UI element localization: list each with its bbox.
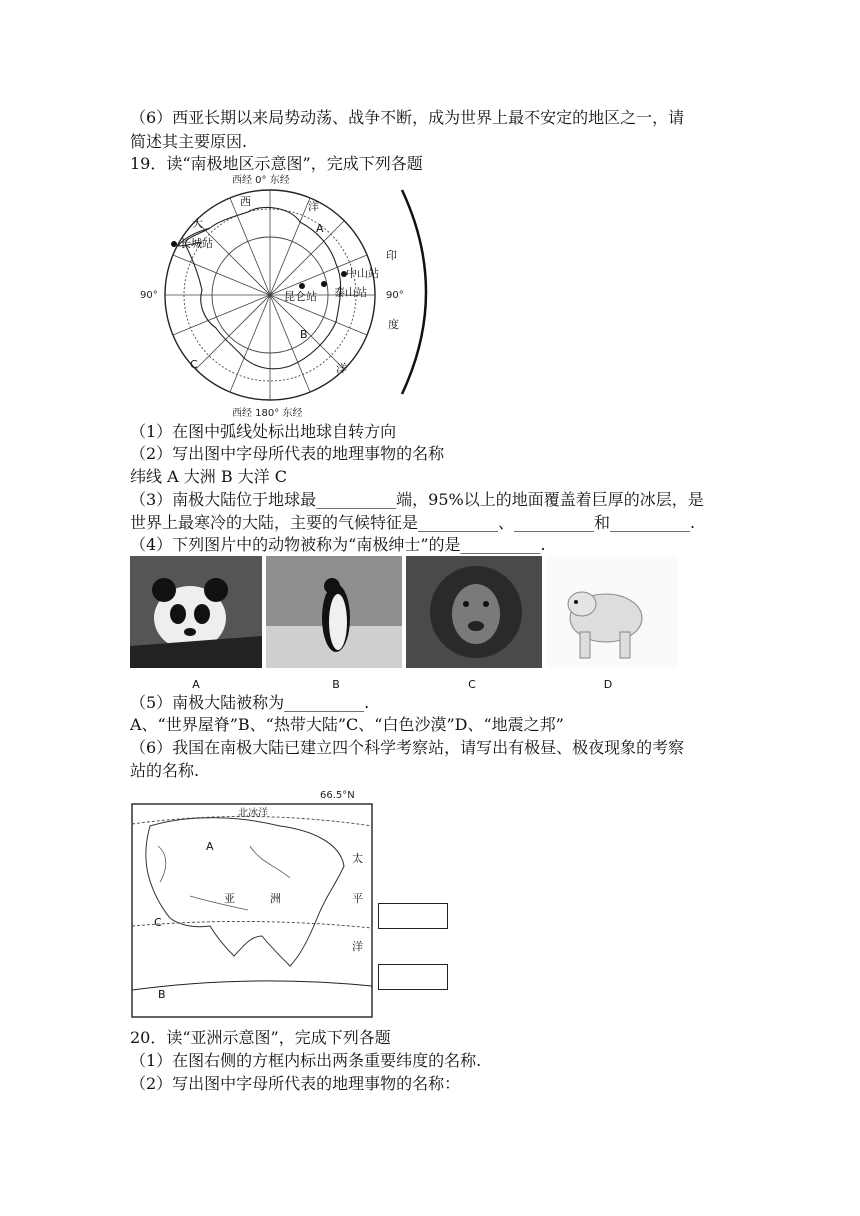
asia-label-tai: 太: [352, 852, 363, 865]
asia-lat-label: 66.5°N: [320, 790, 355, 801]
q20-sub1: （1）在图右侧的方框内标出两条重要纬度的名称.: [130, 1051, 482, 1070]
asia-letter-C: C: [154, 916, 162, 929]
q19-sub1: （1）在图中弧线处标出地球自转方向: [130, 422, 397, 441]
asia-label-ping: 平: [352, 892, 363, 905]
q19-sub5-options: A、“世界屋脊”B、“热带大陆”C、“白色沙漠”D、“地震之邦”: [130, 715, 564, 734]
photo-label-b: B: [332, 678, 340, 691]
q19-sub3-line1: （3）南极大陆位于地球最__________端，95%以上的地面覆盖着巨厚的冰层，是: [130, 490, 704, 509]
station-dot-kunlun: [299, 283, 305, 289]
letter-B: B: [300, 328, 308, 341]
asia-letter-B: B: [158, 988, 166, 1001]
asia-arctic-label: 北冰洋: [238, 808, 268, 819]
photo-panda: [130, 556, 262, 668]
q19-title: 19．读“南极地区示意图”，完成下列各题: [130, 154, 423, 173]
latitude-answer-box-1[interactable]: [378, 903, 448, 929]
station-taishan: 泰山站: [334, 286, 367, 299]
antarctica-map: [140, 172, 430, 422]
latitude-answer-box-2[interactable]: [378, 964, 448, 990]
label-da: 大: [192, 217, 203, 230]
label-right-90: 90°: [386, 290, 404, 301]
label-yang2: 洋: [336, 362, 347, 375]
q20-title: 20．读“亚洲示意图”，完成下列各题: [130, 1028, 391, 1047]
q19-sub3-line2: 世界上最寒冷的大陆，主要的气候特征是__________、__________和__________.: [130, 513, 696, 532]
letter-C: C: [190, 358, 198, 371]
station-dot-taishan: [321, 281, 327, 287]
q19-sub4: （4）下列图片中的动物被称为“南极绅士”的是__________.: [130, 535, 546, 554]
station-zhongshan: 中山站: [346, 267, 379, 280]
label-du: 度: [388, 318, 399, 331]
q18-6-line2: 简述其主要原因.: [130, 132, 248, 151]
q19-sub2: （2）写出图中字母所代表的地理事物的名称: [130, 444, 445, 463]
asia-label-zhou: 洲: [270, 892, 281, 905]
label-left-90: 90°: [140, 290, 158, 301]
label-yang1: 洋: [308, 200, 319, 213]
q19-sub2-items: 纬线 A 大洲 B 大洋 C: [130, 467, 287, 486]
photo-polar-bear: [546, 556, 678, 668]
q18-6-line1: （6）西亚长期以来局势动荡、战争不断，成为世界上最不安定的地区之一，请: [130, 108, 685, 127]
q19-sub5: （5）南极大陆被称为__________.: [130, 693, 370, 712]
q20-sub2: （2）写出图中字母所代表的地理事物的名称：: [130, 1074, 461, 1093]
asia-label-yang: 洋: [352, 940, 363, 953]
asia-map-frame: [132, 804, 372, 1017]
asia-letter-A: A: [206, 840, 214, 853]
map-bottom-label: 西经 180° 东经: [232, 408, 303, 419]
photo-lion: [406, 556, 542, 668]
label-yin: 印: [386, 249, 397, 262]
asia-map: [130, 786, 380, 1020]
station-changcheng: 长城站: [180, 237, 213, 250]
letter-A: A: [316, 222, 324, 235]
station-dot-changcheng: [171, 241, 177, 247]
asia-label-ya: 亚: [224, 892, 235, 905]
rotation-arc: [402, 190, 426, 394]
photo-label-d: D: [603, 678, 613, 691]
label-xi: 西: [240, 195, 251, 208]
photo-label-c: C: [468, 678, 476, 691]
station-kunlun: 昆仑站: [284, 290, 317, 303]
photo-label-a: A: [192, 678, 200, 691]
q19-sub6-line2: 站的名称.: [130, 761, 200, 780]
q19-sub6-line1: （6）我国在南极大陆已建立四个科学考察站，请写出有极昼、极夜现象的考察: [130, 738, 685, 757]
map-top-label: 西经 0° 东经: [232, 175, 290, 186]
photo-penguin: [266, 556, 402, 668]
